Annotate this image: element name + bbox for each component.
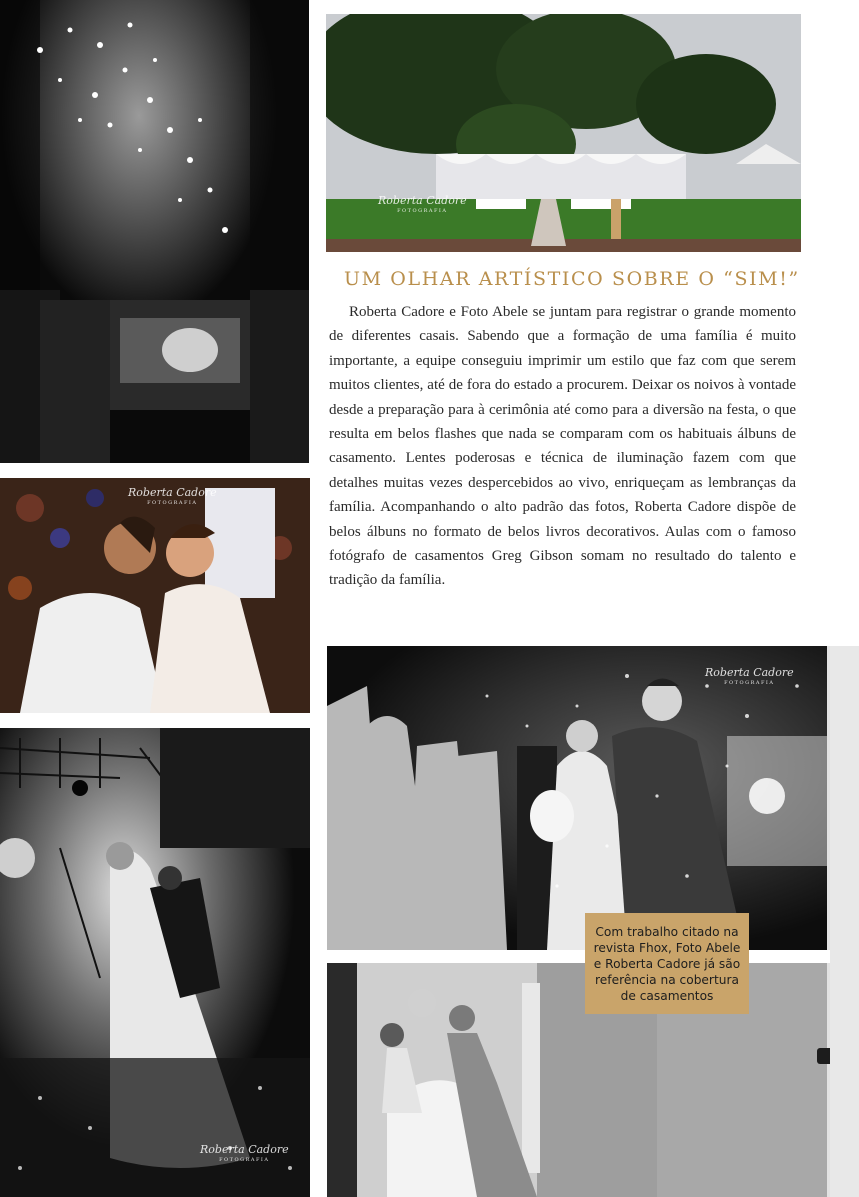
photo-couple-exit [327, 646, 857, 950]
watermark-sub: FOTOGRAFIA [724, 680, 775, 686]
watermark-name: Roberta Cadore [128, 486, 217, 499]
photo-bride-in-car [0, 0, 309, 463]
caption-text: Com trabalho citado na revista Fhox, Foto Abele e Roberta Cadore já são referência na cobertura de casamentos [593, 924, 741, 1003]
photographer-watermark [128, 486, 217, 506]
photographer-watermark [705, 666, 794, 686]
watermark-name: Roberta Cadore [705, 666, 794, 679]
photo-garden-ceremony [326, 14, 801, 252]
photographer-watermark [378, 194, 467, 214]
photo-first-dance [0, 728, 310, 1197]
watermark-name: Roberta Cadore [200, 1143, 289, 1156]
article-headline: UM OLHAR ARTÍSTICO SOBRE O “SIM!” [344, 268, 800, 290]
watermark-sub: FOTOGRAFIA [397, 208, 448, 214]
photo-couple-kiss [0, 478, 310, 713]
page-edge-strip [830, 646, 859, 1197]
article-body: Roberta Cadore e Foto Abele se juntam para registrar o grande momento de diferentes casais. Sabendo que a formação de uma família é muito importante, a equipe conseguiu imprimir um estilo que faz com que serem muitos clientes, até de fora do estado a procurem. Deixar os noivos à vontade desde a preparação para à cerimônia até como para a diversão na festa, o que resulta em belos flashes que nada se comparam com os habituais álbuns de casamento. Lentes poderosas e técnica de iluminação fazem com que detalhes muitas vezes despercebidos ao vivo, enriqueçam as lembranças da família. Acompanhando o alto padrão das fotos, Roberta Cadore dispõe de belos álbuns no formato de belos livros decorativos. Aulas com o famoso fotógrafo de casamentos Greg Gibson somam no resultado do talento e tradição da família. [329, 304, 796, 589]
photographer-watermark [200, 1143, 289, 1163]
caption-box [585, 913, 749, 1014]
watermark-sub: FOTOGRAFIA [147, 500, 198, 506]
watermark-sub: FOTOGRAFIA [219, 1157, 270, 1163]
watermark-name: Roberta Cadore [378, 194, 467, 207]
